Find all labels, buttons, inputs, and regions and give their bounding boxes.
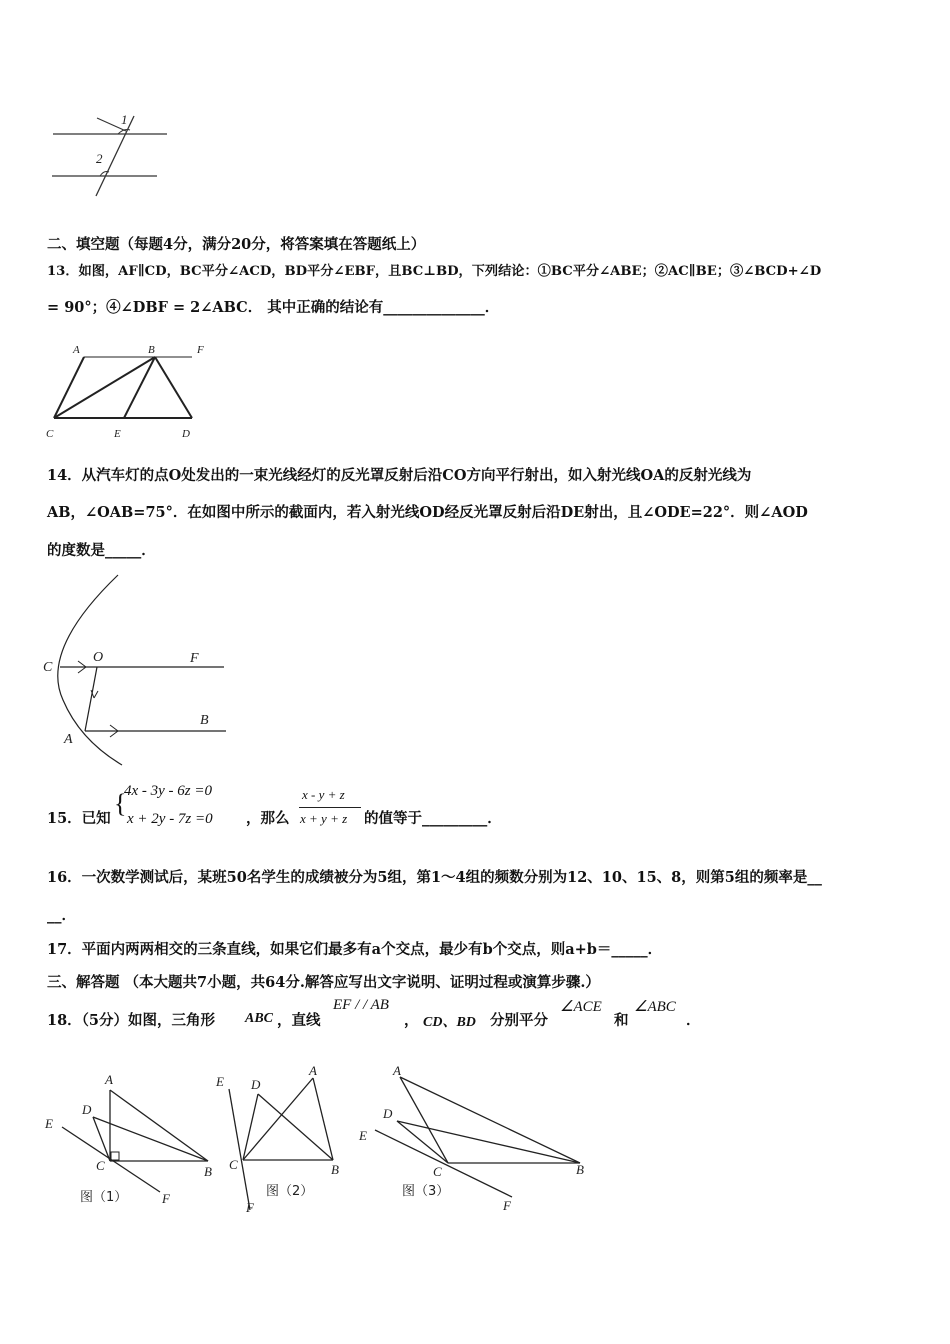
q18-ef-ab: EF / / AB <box>333 997 389 1013</box>
q14-label-F: F <box>190 651 199 666</box>
fig1-label-D: D <box>82 1102 92 1117</box>
q14-label-C: C <box>43 660 53 675</box>
q15-eq2: x + 2y - 7z =0 <box>127 811 213 827</box>
q13-label-B: B <box>148 344 155 356</box>
fig2-label-B: B <box>331 1162 339 1177</box>
fig3-label-A: A <box>393 1063 401 1078</box>
fig2-label-C: C <box>229 1157 238 1172</box>
q18-figure-3 <box>375 1077 580 1197</box>
section3-heading: 三、解答题 （本大题共7小题，共64分.解答应写出文字说明、证明过程或演算步骤.） <box>47 974 600 991</box>
fig3-label-E: E <box>359 1128 367 1143</box>
q18-comma2: ， <box>404 1012 419 1029</box>
q18-bisect: 分别平分 <box>490 1012 548 1029</box>
angle-label-1: 1 <box>121 112 128 127</box>
fig3-label-D: D <box>383 1106 393 1121</box>
q18-abc: ABC <box>245 1011 274 1026</box>
q18-angle-ace: ∠ACE <box>560 999 602 1015</box>
q14-label-B: B <box>200 713 209 728</box>
angle-label-2: 2 <box>96 151 103 166</box>
q18-prefix: 18．（5分）如图，三角形 <box>47 1012 216 1029</box>
q13-label-D: D <box>182 428 190 440</box>
fig1-label-F: F <box>162 1191 170 1206</box>
q15-suffix: 的值等于_________． <box>364 810 502 827</box>
q18-angle-abc: ∠ABC <box>634 999 676 1015</box>
fig2-label-D: D <box>251 1077 261 1092</box>
fig1-label-C: C <box>96 1158 105 1173</box>
fig1-label-A: A <box>105 1072 113 1087</box>
fig2-label-A: A <box>309 1063 317 1078</box>
q15-eq1: 4x - 3y - 6z =0 <box>124 783 213 799</box>
q14-label-A: A <box>64 732 73 747</box>
q15-brace: { <box>114 789 127 818</box>
fig1-label-B: B <box>204 1164 212 1179</box>
fig2-caption: 图（2） <box>266 1184 314 1199</box>
q16-line1: 16．一次数学测试后，某班50名学生的成绩被分为5组，第1～4组的频数分别为12、10、15、8，则第5组的频率是__ <box>47 869 822 886</box>
q15-middle: ，那么 <box>246 810 290 827</box>
section2-heading: 二、填空题（每题4分，满分20分，将答案填在答题纸上） <box>47 236 426 253</box>
fig3-label-F: F <box>503 1198 511 1213</box>
q15-numerator: x - y + z <box>302 787 345 802</box>
fig3-label-B: B <box>576 1162 584 1177</box>
q14-label-O: O <box>93 650 104 665</box>
q18-and: 和 <box>614 1012 629 1029</box>
q16-line2: __． <box>47 907 76 924</box>
q13-label-E: E <box>114 428 121 440</box>
fig2-label-F: F <box>246 1200 254 1215</box>
q18-cd-bd: CD、BD <box>423 1015 476 1030</box>
q15-denominator: x + y + z <box>300 811 348 826</box>
q13-label-F: F <box>197 344 204 356</box>
q13-label-A: A <box>73 344 80 356</box>
q17-text: 17．平面内两两相交的三条直线，如果它们最多有a个交点，最少有b个交点，则a+b＝_____． <box>47 941 663 958</box>
q18-end: ． <box>686 1012 701 1029</box>
q13-line2: = 90°；④∠DBF = 2∠ABC． 其中正确的结论有______________． <box>47 299 500 316</box>
q14-line3: 的度数是_____． <box>47 542 156 559</box>
q15-prefix: 15．已知 <box>47 810 111 827</box>
fig1-label-E: E <box>45 1116 53 1131</box>
q18-comma-line: ，直线 <box>277 1012 321 1029</box>
q13-line1: 13．如图，AF∥CD，BC平分∠ACD，BD平分∠EBF，且BC⊥BD，下列结论：①BC平分∠ABE；②AC∥BE；③∠BCD+∠D <box>47 264 822 279</box>
fig3-caption: 图（3） <box>402 1184 450 1199</box>
q14-line1: 14．从汽车灯的点O处发出的一束光线经灯的反光罩反射后沿CO方向平行射出，如入射光线OA的反射光线为 <box>47 467 752 484</box>
fig1-caption: 图（1） <box>80 1190 128 1205</box>
q13-label-C: C <box>46 428 54 440</box>
fig3-label-C: C <box>433 1164 442 1179</box>
q14-line2: AB，∠OAB=75°．在如图中所示的截面内，若入射光线OD经反光罩反射后沿DE射出，且∠ODE=22°．则∠AOD <box>47 504 808 521</box>
fig2-label-E: E <box>216 1074 224 1089</box>
